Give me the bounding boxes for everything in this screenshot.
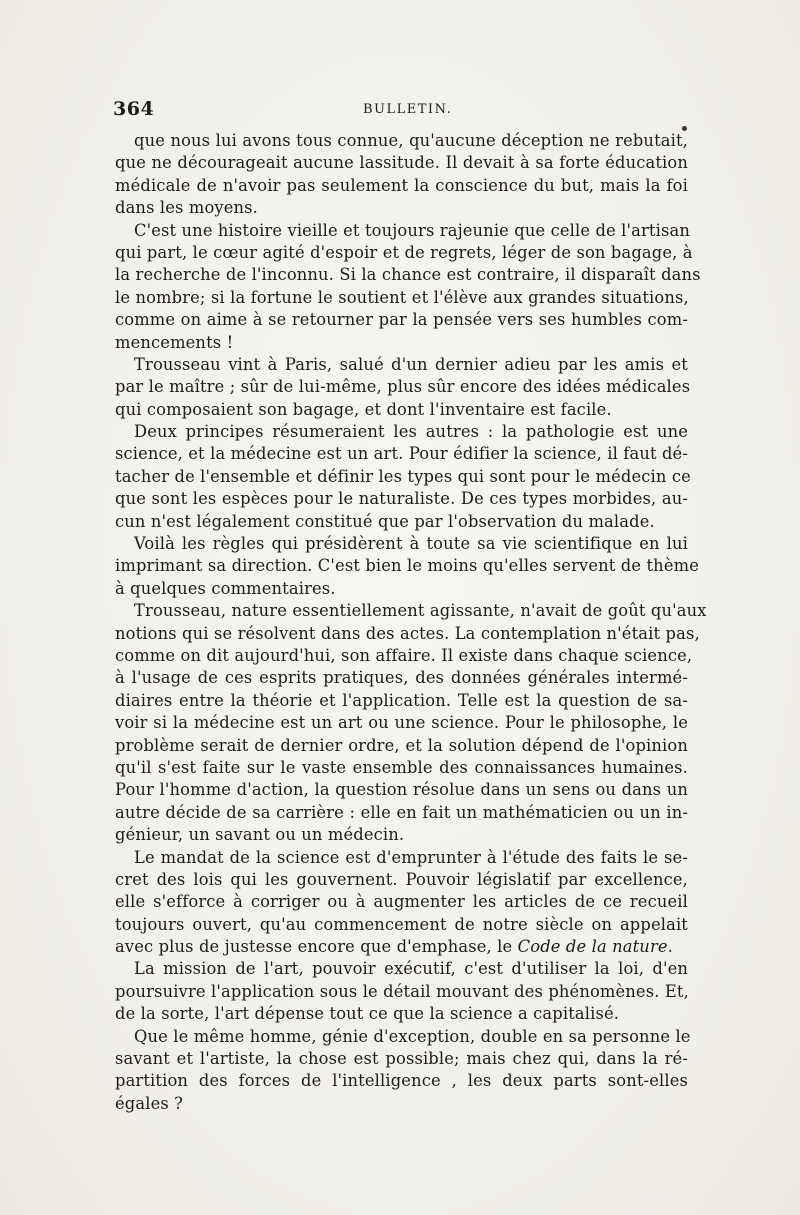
paragraph xyxy=(115,354,691,421)
text-line: partition des forces de l'intelligence , les deux parts sont-elles xyxy=(115,1071,688,1091)
text-line: que ne décourageait aucune lassitude. Il devait à sa forte éducation xyxy=(115,153,688,173)
text-line: elle s'efforce à corriger ou à augmenter les articles de ce recueil xyxy=(115,892,688,912)
text-line: imprimant sa direction. C'est bien le moins qu'elles servent de thème xyxy=(115,556,699,576)
paragraph xyxy=(115,130,688,220)
text-line: notions qui se résolvent dans des actes. La contemplation n'était pas, xyxy=(115,623,700,643)
running-head: BULLETIN. xyxy=(363,102,453,117)
page-number: 364 xyxy=(113,98,155,120)
text-line: Deux principes résumeraient les autres : la pathologie est une xyxy=(134,422,688,442)
text-line: Que le même homme, génie d'exception, double en sa personne le xyxy=(134,1026,691,1046)
text-line: toujours ouvert, qu'au commencement de notre siècle on appelait xyxy=(115,914,688,934)
text-line: problème serait de dernier ordre, et la solution dépend de l'opinion xyxy=(115,735,688,755)
text-line: voir si la médecine est un art ou une science. Pour le philosophe, le xyxy=(115,713,688,733)
paragraph xyxy=(115,1026,691,1116)
text-line: comme on dit aujourd'hui, son affaire. Il existe dans chaque science, xyxy=(115,645,693,665)
paragraph xyxy=(115,847,688,959)
paragraph xyxy=(115,533,699,600)
text-line: cun n'est légalement constitué que par l'observation du malade. xyxy=(115,511,655,531)
text-line: cret des lois qui les gouvernent. Pouvoir législatif par excellence, xyxy=(115,869,688,889)
paragraph xyxy=(115,421,691,533)
text-line: tacher de l'ensemble et définir les types qui sont pour le médecin ce xyxy=(115,466,691,486)
text-line: qui composaient son bagage, et dont l'inventaire est facile. xyxy=(115,399,612,419)
text-line: à l'usage de ces esprits pratiques, des données générales intermé- xyxy=(115,668,688,688)
text-line: à quelques commentaires. xyxy=(115,578,336,598)
text-line: poursuivre l'application sous le détail mouvant des phénomènes. Et, xyxy=(115,981,689,1001)
text-line: qu'il s'est faite sur le vaste ensemble des connaissances humaines. xyxy=(115,757,688,777)
text-line: dans les moyens. xyxy=(115,198,259,218)
body-text xyxy=(115,130,707,1115)
text-line: la recherche de l'inconnu. Si la chance est contraire, il disparaît dans xyxy=(115,265,701,285)
paragraph xyxy=(115,600,707,846)
page-header xyxy=(113,98,690,124)
text-line: C'est une histoire vieille et toujours rajeunie que celle de l'artisan xyxy=(134,220,690,240)
text-line: Voilà les règles qui présidèrent à toute sa vie scientifique en lui xyxy=(134,534,688,554)
paragraph xyxy=(115,220,701,354)
text-line: que nous lui avons tous connue, qu'aucune déception ne rebutait, xyxy=(134,131,688,150)
paragraph xyxy=(115,958,688,1025)
text-line: avec plus de justesse encore que d'emphase, le Code de la nature. xyxy=(115,937,673,957)
text-line: autre décide de sa carrière : elle en fait un mathématicien ou un in- xyxy=(115,802,688,822)
text-line: qui part, le cœur agité d'espoir et de regrets, léger de son bagage, à xyxy=(115,242,693,262)
text-line: le nombre; si la fortune le soutient et l'élève aux grandes situations, xyxy=(115,287,689,307)
text-line: Trousseau, nature essentiellement agissante, n'avait de goût qu'aux xyxy=(134,601,707,621)
text-line: La mission de l'art, pouvoir exécutif, c'est d'utiliser la loi, d'en xyxy=(134,959,688,979)
text-line: savant et l'artiste, la chose est possible; mais chez qui, dans la ré- xyxy=(115,1049,688,1069)
text-line: comme on aime à se retourner par la pensée vers ses humbles com- xyxy=(115,310,688,330)
italic-title: Code de la nature xyxy=(517,937,668,957)
text-line: mencements ! xyxy=(115,332,234,352)
text-line: science, et la médecine est un art. Pour édifier la science, il faut dé- xyxy=(115,444,688,464)
text-line: de la sorte, l'art dépense tout ce que la science a capitalisé. xyxy=(115,1004,620,1024)
text-line: Pour l'homme d'action, la question résolue dans un sens ou dans un xyxy=(115,780,688,800)
text-line: égales ? xyxy=(115,1093,184,1113)
text-line: diaires entre la théorie et l'application. Telle est la question de sa- xyxy=(115,690,688,710)
text-line: génieur, un savant ou un médecin. xyxy=(115,825,405,845)
text-line: Le mandat de la science est d'emprunter à l'étude des faits le se- xyxy=(134,847,688,867)
text-line: médicale de n'avoir pas seulement la conscience du but, mais la foi xyxy=(115,175,688,195)
text-line: que sont les espèces pour le naturaliste. De ces types morbides, au- xyxy=(115,489,688,509)
text-line: par le maître ; sûr de lui-même, plus sûr encore des idées médicales xyxy=(115,377,691,397)
text-line: Trousseau vint à Paris, salué d'un dernier adieu par les amis et xyxy=(134,354,688,374)
